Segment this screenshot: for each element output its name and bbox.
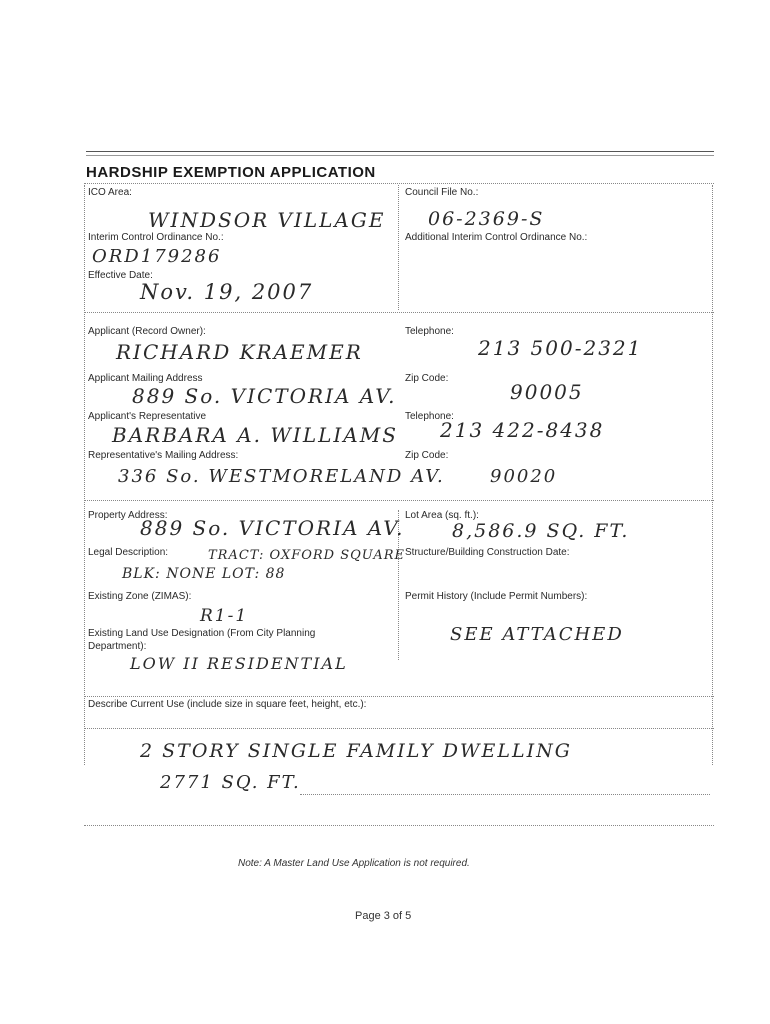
representative-value: BARBARA A. WILLIAMS: [112, 423, 398, 447]
rep-mailing-address-label: Representative's Mailing Address:: [88, 450, 239, 461]
rule: [84, 312, 714, 313]
permit-history-value: SEE ATTACHED: [450, 624, 624, 645]
rule: [84, 696, 714, 697]
rep-mailing-address-value: 336 So. WESTMORELAND AV.: [118, 466, 445, 487]
ico-area-value: WINDSOR VILLAGE: [148, 208, 386, 232]
rep-telephone-value: 213 422-8438: [440, 418, 605, 442]
rule: [84, 825, 714, 826]
land-use-label-2: Department):: [88, 641, 147, 652]
header-rule-2: [86, 155, 714, 156]
zip-code-label: Zip Code:: [405, 373, 449, 384]
council-file-label: Council File No.:: [405, 187, 479, 198]
legal-description-label: Legal Description:: [88, 547, 169, 558]
zip-code-value: 90005: [510, 380, 584, 404]
rep-zip-code-value: 90020: [490, 466, 558, 487]
rep-telephone-label: Telephone:: [405, 411, 454, 422]
additional-ordinance-label: Additional Interim Control Ordinance No.:: [405, 232, 588, 243]
rule: [84, 183, 714, 184]
existing-zone-label: Existing Zone (ZIMAS):: [88, 591, 192, 602]
existing-zone-value: R1-1: [200, 606, 249, 626]
representative-label: Applicant's Representative: [88, 411, 207, 422]
rule: [84, 728, 714, 729]
interim-ordinance-label: Interim Control Ordinance No.:: [88, 232, 224, 243]
note: Note: A Master Land Use Application is not required.: [238, 858, 470, 869]
lot-area-value: 8,586.9 SQ. FT.: [452, 520, 630, 542]
column-divider: [398, 185, 399, 310]
property-address-value: 889 So. VICTORIA AV.: [140, 516, 405, 540]
effective-date-value: Nov. 19, 2007: [140, 280, 314, 304]
current-use-value: 2 STORY SINGLE FAMILY DWELLING: [140, 740, 572, 762]
legal-description-value-2: BLK: NONE LOT: 88: [122, 566, 286, 582]
telephone-value: 213 500-2321: [478, 336, 643, 360]
land-use-value: LOW II RESIDENTIAL: [130, 654, 348, 673]
land-use-label: Existing Land Use Designation (From City Planning: [88, 628, 316, 639]
ico-area-label: ICO Area:: [88, 187, 132, 198]
property-address-label: Property Address:: [88, 510, 168, 521]
current-use-value-2: 2771 SQ. FT.: [160, 772, 301, 793]
form-title: HARDSHIP EXEMPTION APPLICATION: [86, 164, 376, 181]
lot-area-label: Lot Area (sq. ft.):: [405, 510, 479, 521]
telephone-label: Telephone:: [405, 326, 454, 337]
applicant-label: Applicant (Record Owner):: [88, 326, 206, 337]
right-edge: [712, 185, 713, 765]
current-use-label: Describe Current Use (include size in square feet, height, etc.):: [88, 699, 367, 710]
effective-date-label: Effective Date:: [88, 270, 153, 281]
mailing-address-value: 889 So. VICTORIA AV.: [132, 384, 397, 408]
rep-zip-code-label: Zip Code:: [405, 450, 449, 461]
header-rule: [86, 151, 714, 152]
rule: [300, 794, 710, 795]
applicant-value: RICHARD KRAEMER: [116, 340, 363, 364]
legal-description-value: TRACT: OXFORD SQUARE: [208, 548, 406, 563]
rule: [84, 500, 714, 501]
construction-date-label: Structure/Building Construction Date:: [405, 547, 570, 558]
left-edge: [84, 185, 85, 765]
interim-ordinance-value: ORD179286: [92, 246, 222, 267]
page-number: Page 3 of 5: [355, 910, 412, 922]
mailing-address-label: Applicant Mailing Address: [88, 373, 203, 384]
council-file-value: 06-2369-S: [428, 208, 545, 230]
permit-history-label: Permit History (Include Permit Numbers):: [405, 591, 588, 602]
